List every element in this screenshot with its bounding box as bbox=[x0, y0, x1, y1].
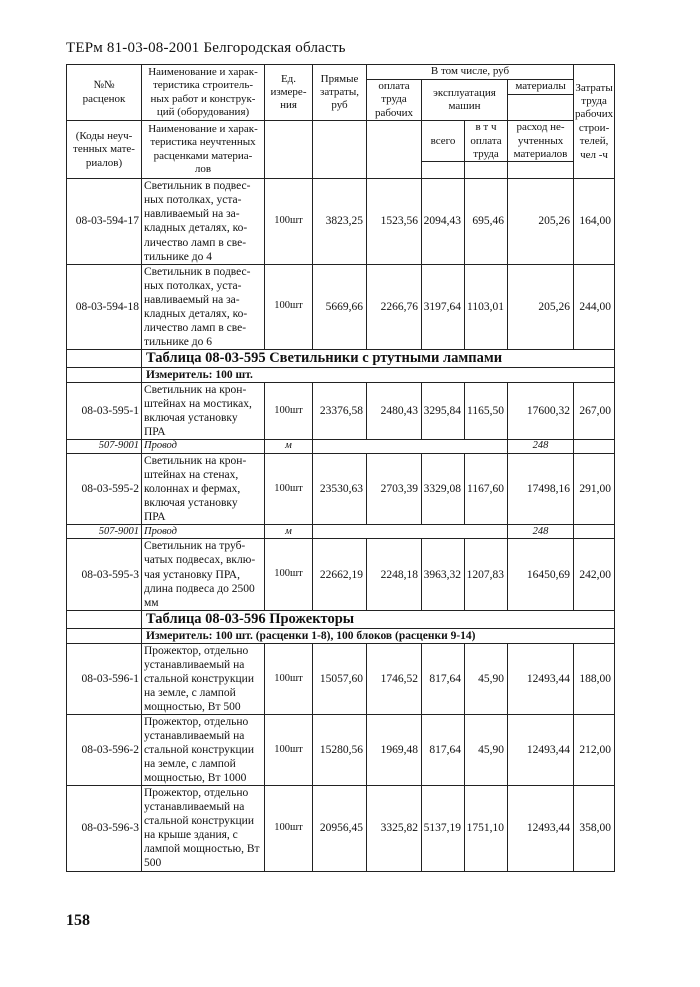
labor-hours: 242,00 bbox=[574, 539, 615, 610]
labor-hours: 244,00 bbox=[574, 264, 615, 349]
header-empty bbox=[265, 121, 313, 179]
rate-code: 08-03-596-2 bbox=[67, 715, 142, 786]
material-unit: м bbox=[265, 440, 313, 454]
table-cell bbox=[67, 349, 142, 368]
rate-description: Светильник на крон- штейнах на стенах, колоннах и фермах, включая установку ПРА bbox=[142, 454, 265, 525]
labor-hours: 212,00 bbox=[574, 715, 615, 786]
materials-cost: 12493,44 bbox=[508, 786, 574, 871]
materials-cost: 205,26 bbox=[508, 264, 574, 349]
labor-pay: 2248,18 bbox=[367, 539, 422, 610]
rate-code: 08-03-594-18 bbox=[67, 264, 142, 349]
rate-row bbox=[67, 383, 615, 440]
labor-pay: 1969,48 bbox=[367, 715, 422, 786]
material-quantity: 248 bbox=[508, 440, 574, 454]
header-name: Наименование и харак- теристика строитель- ных работ и конструк- ций (оборудования) bbox=[142, 65, 265, 121]
machine-total: 3295,84 bbox=[422, 383, 465, 440]
table-cell bbox=[574, 525, 615, 539]
rate-description: Прожектор, отдельно устанавливаемый на стальной конструкции на земле, с лампой мощностью, Вт 500 bbox=[142, 644, 265, 715]
machine-labor-pay: 45,90 bbox=[465, 644, 508, 715]
material-code: 507-9001 bbox=[67, 440, 142, 454]
materials-cost: 16450,69 bbox=[508, 539, 574, 610]
labor-pay: 2266,76 bbox=[367, 264, 422, 349]
header-row bbox=[67, 65, 615, 80]
unaccounted-material-row bbox=[67, 525, 615, 539]
header-materials: материалы bbox=[508, 80, 574, 95]
rate-unit: 100шт bbox=[265, 454, 313, 525]
labor-pay: 1746,52 bbox=[367, 644, 422, 715]
rate-row bbox=[67, 539, 615, 610]
header-labor-cost: Затраты труда рабочих строи- телей, чел -ч bbox=[574, 65, 615, 179]
rate-row bbox=[67, 786, 615, 871]
direct-costs: 15280,56 bbox=[313, 715, 367, 786]
rate-row bbox=[67, 179, 615, 264]
machine-labor-pay: 1103,01 bbox=[465, 264, 508, 349]
table-cell bbox=[67, 629, 142, 644]
materials-cost: 12493,44 bbox=[508, 715, 574, 786]
header-incl-pay: в т ч оплата труда bbox=[465, 121, 508, 162]
machine-total: 5137,19 bbox=[422, 786, 465, 871]
machine-labor-pay: 1751,10 bbox=[465, 786, 508, 871]
material-name: Провод bbox=[142, 525, 265, 539]
labor-pay: 2480,43 bbox=[367, 383, 422, 440]
header-empty bbox=[508, 95, 574, 121]
header-code: №№ расценок bbox=[67, 65, 142, 121]
header-empty bbox=[508, 162, 574, 179]
machine-total: 817,64 bbox=[422, 715, 465, 786]
rate-description: Светильник в подвес- ных потолках, уста- навливаемый на за- кладных деталях, ко- личество ламп в све- тильнике до 6 bbox=[142, 264, 265, 349]
materials-cost: 205,26 bbox=[508, 179, 574, 264]
machine-total: 3963,32 bbox=[422, 539, 465, 610]
table-cell bbox=[574, 440, 615, 454]
unaccounted-material-row bbox=[67, 440, 615, 454]
material-quantity: 248 bbox=[508, 525, 574, 539]
header-incl: В том числе, руб bbox=[367, 65, 574, 80]
rate-row bbox=[67, 644, 615, 715]
header-row bbox=[67, 121, 615, 162]
header-direct: Прямые затраты, руб bbox=[313, 65, 367, 121]
machine-total: 3197,64 bbox=[422, 264, 465, 349]
header-empty bbox=[422, 162, 465, 179]
labor-hours: 164,00 bbox=[574, 179, 615, 264]
section-title: Таблица 08-03-595 Светильники с ртутными лампами bbox=[142, 349, 615, 368]
section-title bbox=[67, 349, 615, 368]
rate-description: Прожектор, отдельно устанавливаемый на стальной конструкции на земле, с лампой мощностью, Вт 1000 bbox=[142, 715, 265, 786]
machine-labor-pay: 1167,60 bbox=[465, 454, 508, 525]
section-title bbox=[67, 610, 615, 629]
materials-cost: 12493,44 bbox=[508, 644, 574, 715]
header-mat-consumption: расход не- учтенных материалов bbox=[508, 121, 574, 162]
machine-total: 3329,08 bbox=[422, 454, 465, 525]
labor-hours: 291,00 bbox=[574, 454, 615, 525]
direct-costs: 22662,19 bbox=[313, 539, 367, 610]
rate-code: 08-03-595-2 bbox=[67, 454, 142, 525]
rate-row bbox=[67, 454, 615, 525]
rate-unit: 100шт bbox=[265, 539, 313, 610]
rate-unit: 100шт bbox=[265, 786, 313, 871]
machine-labor-pay: 1165,50 bbox=[465, 383, 508, 440]
rate-code: 08-03-596-1 bbox=[67, 644, 142, 715]
rate-unit: 100шт bbox=[265, 264, 313, 349]
running-head: ТЕРм 81-03-08-2001 Белгородская область bbox=[66, 40, 346, 56]
machine-labor-pay: 1207,83 bbox=[465, 539, 508, 610]
section-meter bbox=[67, 368, 615, 383]
materials-cost: 17600,32 bbox=[508, 383, 574, 440]
direct-costs: 5669,66 bbox=[313, 264, 367, 349]
table-cell bbox=[67, 368, 142, 383]
rate-unit: 100шт bbox=[265, 644, 313, 715]
direct-costs: 3823,25 bbox=[313, 179, 367, 264]
header-unit: Ед. измере- ния bbox=[265, 65, 313, 121]
section-meter: Измеритель: 100 шт. bbox=[142, 368, 615, 383]
section-title: Таблица 08-03-596 Прожекторы bbox=[142, 610, 615, 629]
labor-pay: 1523,56 bbox=[367, 179, 422, 264]
rate-description: Светильник на крон- штейнах на мостиках, включая установку ПРА bbox=[142, 383, 265, 440]
rate-code: 08-03-596-3 bbox=[67, 786, 142, 871]
direct-costs: 23530,63 bbox=[313, 454, 367, 525]
rate-unit: 100шт bbox=[265, 179, 313, 264]
rate-row bbox=[67, 715, 615, 786]
rate-description: Светильник на труб- чатых подвесах, вклю- чая установку ПРА, длина подвеса до 2500 мм bbox=[142, 539, 265, 610]
rate-row bbox=[67, 264, 615, 349]
header-empty bbox=[313, 121, 367, 179]
machine-labor-pay: 695,46 bbox=[465, 179, 508, 264]
rate-code: 08-03-595-3 bbox=[67, 539, 142, 610]
labor-hours: 267,00 bbox=[574, 383, 615, 440]
header-labor-pay: оплата труда рабочих bbox=[367, 80, 422, 121]
section-meter bbox=[67, 629, 615, 644]
header-name2: Наименование и харак- теристика неучтенных расценками материа- лов bbox=[142, 121, 265, 179]
table-cell bbox=[313, 525, 508, 539]
header-empty bbox=[367, 121, 422, 179]
machine-labor-pay: 45,90 bbox=[465, 715, 508, 786]
rate-unit: 100шт bbox=[265, 383, 313, 440]
header-code2: (Коды неуч- тенных мате- риалов) bbox=[67, 121, 142, 179]
machine-total: 817,64 bbox=[422, 644, 465, 715]
header-machine-op: эксплуатация машин bbox=[422, 80, 508, 121]
rate-description: Светильник в подвес- ных потолках, уста- навливаемый на за- кладных деталях, ко- личество ламп в све- тильнике до 4 bbox=[142, 179, 265, 264]
table-cell bbox=[313, 440, 508, 454]
rates-table bbox=[66, 64, 615, 872]
materials-cost: 17498,16 bbox=[508, 454, 574, 525]
rate-unit: 100шт bbox=[265, 715, 313, 786]
direct-costs: 23376,58 bbox=[313, 383, 367, 440]
machine-total: 2094,43 bbox=[422, 179, 465, 264]
material-name: Провод bbox=[142, 440, 265, 454]
direct-costs: 20956,45 bbox=[313, 786, 367, 871]
header-empty bbox=[465, 162, 508, 179]
labor-pay: 2703,39 bbox=[367, 454, 422, 525]
header-total: всего bbox=[422, 121, 465, 162]
direct-costs: 15057,60 bbox=[313, 644, 367, 715]
page-number: 158 bbox=[66, 912, 90, 929]
rate-code: 08-03-595-1 bbox=[67, 383, 142, 440]
rate-description: Прожектор, отдельно устанавливаемый на стальной конструкции на крыше здания, с лампой мощностью, Вт 500 bbox=[142, 786, 265, 871]
material-code: 507-9001 bbox=[67, 525, 142, 539]
labor-pay: 3325,82 bbox=[367, 786, 422, 871]
table-cell bbox=[67, 610, 142, 629]
labor-hours: 188,00 bbox=[574, 644, 615, 715]
material-unit: м bbox=[265, 525, 313, 539]
section-meter: Измеритель: 100 шт. (расценки 1-8), 100 блоков (расценки 9-14) bbox=[142, 629, 615, 644]
rate-code: 08-03-594-17 bbox=[67, 179, 142, 264]
labor-hours: 358,00 bbox=[574, 786, 615, 871]
